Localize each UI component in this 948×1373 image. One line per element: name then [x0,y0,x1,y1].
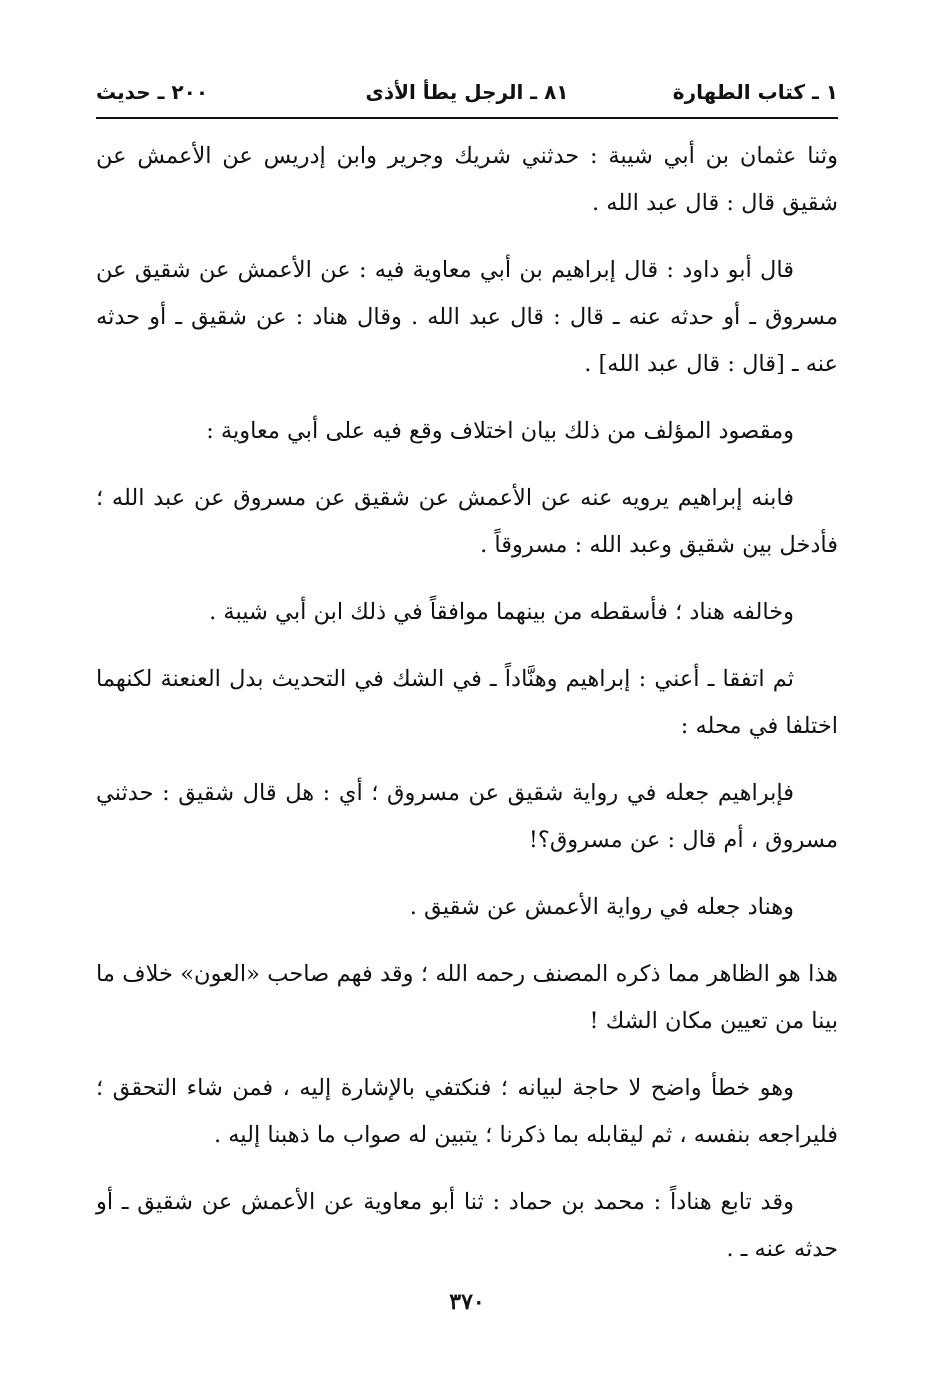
book-page [96,0,838,1373]
paragraph-8: وهناد جعله في رواية الأعمش عن شقيق . [409,894,794,920]
section-title: ٨١ ـ الرجل يطأ الأذى [365,80,569,104]
chapter-title: ١ ـ كتاب الطهارة [672,80,838,104]
body-text [96,133,838,1273]
header-divider [96,117,838,119]
paragraph-10: وهو خطأ واضح لا حاجة لبيانه ؛ فنكتفي بالإشارة إليه ، فمن شاء التحقق ؛ فليراجعه بنفسه ، ثم ليقابله بما ذكرنا ؛ يتبين له صواب ما ذهبنا إليه . [96,1075,838,1148]
paragraph-1: وثنا عثمان بن أبي شيبة : حدثني شريك وجرير وابن إدريس عن الأعمش عن شقيق قال : قال عبد الله . [96,143,838,216]
hadith-number: ٢٠٠ ـ حديث [96,80,209,104]
paragraph-9: هذا هو الظاهر مما ذكره المصنف رحمه الله ؛ وقد فهم صاحب «العون» خلاف ما بينا من تعيين مكان الشك ! [96,961,838,1034]
paragraph-3: ومقصود المؤلف من ذلك بيان اختلاف وقع فيه على أبي معاوية : [206,418,794,444]
paragraph-2: قال أبو داود : قال إبراهيم بن أبي معاوية فيه : عن الأعمش عن شقيق عن مسروق ـ أو حدثه عنه ـ قال : قال عبد الله . وقال هناد : عن شقيق ـ أو حدثه عنه ـ [قال : قال عبد الله] . [96,257,838,377]
paragraph-11: وقد تابع هناداً : محمد بن حماد : ثنا أبو معاوية عن الأعمش عن شقيق ـ أو حدثه عنه ـ . [96,1189,838,1262]
paragraph-6: ثم اتفقا ـ أعني : إبراهيم وهنَّاداً ـ في الشك في التحديث بدل العنعنة لكنهما اختلفا في محله : [96,666,838,739]
page-number: ٣٧٠ [449,1289,485,1315]
paragraph-5: وخالفه هناد ؛ فأسقطه من بينهما موافقاً في ذلك ابن أبي شيبة . [209,599,794,625]
running-header [96,78,838,112]
paragraph-7: فإبراهيم جعله في رواية شقيق عن مسروق ؛ أي : هل قال شقيق : حدثني مسروق ، أم قال : عن مسروق؟! [96,780,838,853]
paragraph-4: فابنه إبراهيم يرويه عنه عن الأعمش عن شقيق عن مسروق عن عبد الله ؛ فأدخل بين شقيق وعبد الله : مسروقاً . [96,485,838,558]
